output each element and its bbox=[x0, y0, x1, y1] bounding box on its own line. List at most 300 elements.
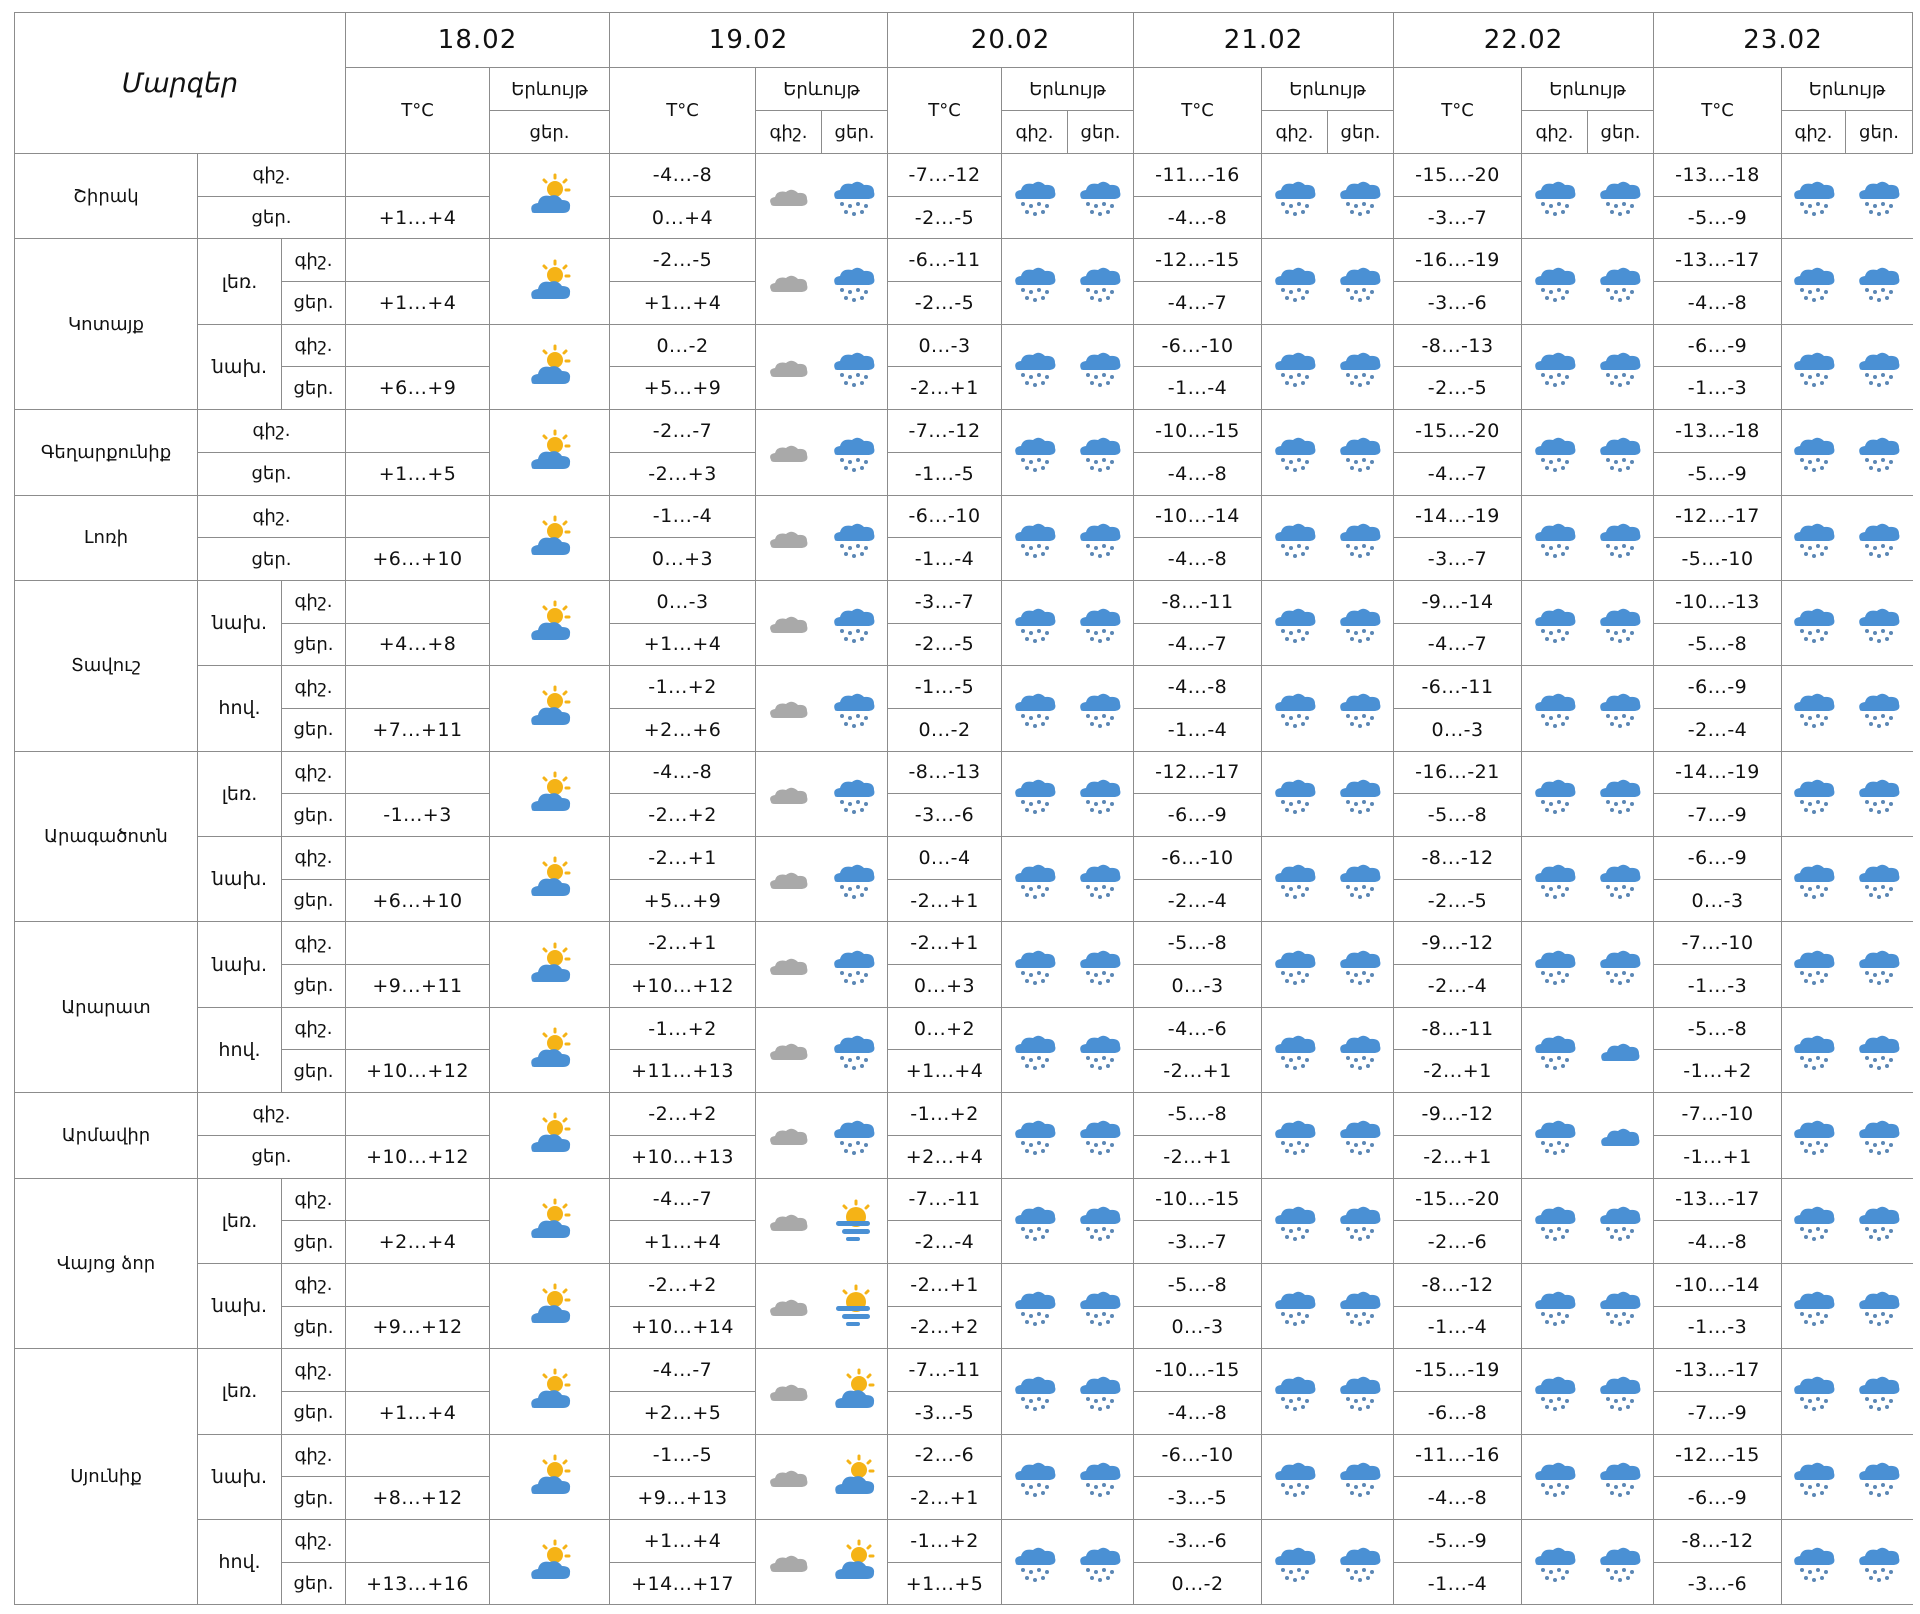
snow-cloud-icon bbox=[1596, 1538, 1644, 1586]
weather-cell bbox=[1262, 154, 1328, 239]
night-temp: -15...-20 bbox=[1394, 410, 1522, 453]
weather-header: Երևույթ bbox=[1002, 68, 1134, 111]
partly-cloudy-icon bbox=[526, 1026, 574, 1074]
cloud-icon bbox=[765, 941, 813, 989]
night-temp: -11...-16 bbox=[1134, 154, 1262, 197]
weather-cell bbox=[822, 154, 888, 239]
snow-cloud-icon bbox=[1531, 684, 1579, 732]
night-temp bbox=[346, 410, 490, 453]
weather-cell bbox=[1328, 580, 1394, 665]
zone-label: հով. bbox=[198, 666, 282, 751]
snow-cloud-icon bbox=[1531, 343, 1579, 391]
snow-cloud-icon bbox=[1336, 684, 1384, 732]
day-label: ցեր. bbox=[282, 708, 346, 751]
day-temp: +10...+12 bbox=[346, 1135, 490, 1178]
weather-cell bbox=[1782, 154, 1846, 239]
night-temp bbox=[346, 1178, 490, 1221]
night-label: գիշ. bbox=[198, 1093, 346, 1136]
weather-cell bbox=[490, 1093, 610, 1178]
snow-cloud-icon bbox=[1336, 258, 1384, 306]
weather-cell bbox=[1068, 922, 1134, 1007]
night-temp: -8...-11 bbox=[1134, 580, 1262, 623]
weather-cell bbox=[1782, 1093, 1846, 1178]
night-temp: -2...+1 bbox=[888, 922, 1002, 965]
temp-header: T°C bbox=[888, 68, 1002, 154]
snow-cloud-icon bbox=[830, 1111, 878, 1159]
night-temp: -15...-20 bbox=[1394, 154, 1522, 197]
night-temp: -16...-21 bbox=[1394, 751, 1522, 794]
snow-cloud-icon bbox=[1596, 1282, 1644, 1330]
weather-cell bbox=[1328, 154, 1394, 239]
day-temp: -2...-4 bbox=[1394, 965, 1522, 1008]
snow-cloud-icon bbox=[1855, 1282, 1903, 1330]
night-temp: -12...-17 bbox=[1654, 495, 1782, 538]
weather-cell bbox=[1588, 922, 1654, 1007]
day-temp: -1...+2 bbox=[1654, 1050, 1782, 1093]
night-temp: -1...-5 bbox=[888, 666, 1002, 709]
day-label: ցեր. bbox=[282, 1477, 346, 1520]
night-temp: -4...-7 bbox=[610, 1349, 756, 1392]
snow-cloud-icon bbox=[1076, 1111, 1124, 1159]
weather-cell bbox=[756, 154, 822, 239]
night-label: գիշ. bbox=[198, 495, 346, 538]
day-label: ցեր. bbox=[282, 367, 346, 410]
weather-cell bbox=[1846, 1178, 1913, 1263]
partly-cloudy-icon bbox=[526, 1367, 574, 1415]
weather-cell bbox=[1522, 1434, 1588, 1519]
day-label: ցեր. bbox=[282, 794, 346, 837]
night-temp: -9...-14 bbox=[1394, 580, 1522, 623]
snow-cloud-icon bbox=[1855, 514, 1903, 562]
night-subheader: գիշ. bbox=[1002, 111, 1068, 154]
weather-cell bbox=[1782, 239, 1846, 324]
snow-cloud-icon bbox=[1596, 941, 1644, 989]
snow-cloud-icon bbox=[1336, 941, 1384, 989]
table-row bbox=[15, 324, 1913, 367]
day-temp: -6...-9 bbox=[1654, 1477, 1782, 1520]
snow-cloud-icon bbox=[1855, 770, 1903, 818]
table-row bbox=[15, 1434, 1913, 1477]
day-temp: +1...+5 bbox=[346, 452, 490, 495]
region-name: Շիրակ bbox=[15, 154, 198, 239]
weather-header: Երևույթ bbox=[1782, 68, 1913, 111]
weather-cell bbox=[1522, 580, 1588, 665]
weather-cell bbox=[1262, 751, 1328, 836]
snow-cloud-icon bbox=[830, 770, 878, 818]
weather-cell bbox=[1588, 1520, 1654, 1605]
snow-cloud-icon bbox=[1076, 428, 1124, 476]
temp-header: T°C bbox=[346, 68, 490, 154]
weather-cell bbox=[822, 922, 888, 1007]
partly-cloudy-icon bbox=[526, 343, 574, 391]
day-temp: -4...-7 bbox=[1134, 282, 1262, 325]
snow-cloud-icon bbox=[1271, 941, 1319, 989]
day-label: ցեր. bbox=[198, 452, 346, 495]
day-label: ցեր. bbox=[282, 879, 346, 922]
snow-cloud-icon bbox=[1855, 343, 1903, 391]
day-temp: -1...-4 bbox=[1134, 367, 1262, 410]
day-subheader: ցեր. bbox=[1588, 111, 1654, 154]
weather-cell bbox=[1846, 1007, 1913, 1092]
temp-header: T°C bbox=[1654, 68, 1782, 154]
weather-cell bbox=[1262, 324, 1328, 409]
weather-cell bbox=[490, 1349, 610, 1434]
day-subheader: ցեր. bbox=[490, 111, 610, 154]
snow-cloud-icon bbox=[1336, 343, 1384, 391]
night-temp: -8...-11 bbox=[1394, 1007, 1522, 1050]
day-temp: -4...-8 bbox=[1134, 538, 1262, 581]
snow-cloud-icon bbox=[1011, 684, 1059, 732]
snow-cloud-icon bbox=[1076, 599, 1124, 647]
weather-cell bbox=[490, 1434, 610, 1519]
partly-cloudy-icon bbox=[526, 428, 574, 476]
region-name: Արարատ bbox=[15, 922, 198, 1093]
night-temp: 0...-2 bbox=[610, 324, 756, 367]
regions-header: Մարզեր bbox=[15, 13, 346, 154]
day-temp: +6...+9 bbox=[346, 367, 490, 410]
night-temp: -6...-9 bbox=[1654, 837, 1782, 880]
weather-cell bbox=[1002, 410, 1068, 495]
day-temp: -2...-5 bbox=[888, 623, 1002, 666]
weather-cell bbox=[1846, 154, 1913, 239]
weather-cell bbox=[1262, 922, 1328, 1007]
cloud-icon bbox=[765, 1111, 813, 1159]
snow-cloud-icon bbox=[1855, 1367, 1903, 1415]
day-temp: -4...-8 bbox=[1394, 1477, 1522, 1520]
day-temp: 0...-3 bbox=[1134, 965, 1262, 1008]
day-temp: -2...+1 bbox=[888, 367, 1002, 410]
weather-cell bbox=[1328, 1007, 1394, 1092]
day-label: ցեր. bbox=[282, 965, 346, 1008]
table-row bbox=[15, 1007, 1913, 1050]
night-temp bbox=[346, 324, 490, 367]
weather-cell bbox=[1846, 495, 1913, 580]
zone-label: հով. bbox=[198, 1007, 282, 1092]
snow-cloud-icon bbox=[1790, 514, 1838, 562]
day-temp: +13...+16 bbox=[346, 1562, 490, 1605]
weather-cell bbox=[756, 1178, 822, 1263]
day-temp: -3...-6 bbox=[888, 794, 1002, 837]
night-temp: -1...+2 bbox=[610, 666, 756, 709]
night-temp: -8...-13 bbox=[888, 751, 1002, 794]
snow-cloud-icon bbox=[830, 599, 878, 647]
snow-cloud-icon bbox=[1596, 770, 1644, 818]
weather-cell bbox=[756, 1434, 822, 1519]
weather-cell bbox=[1262, 1434, 1328, 1519]
weather-cell bbox=[1846, 1520, 1913, 1605]
weather-cell bbox=[1328, 1178, 1394, 1263]
snow-cloud-icon bbox=[1336, 1111, 1384, 1159]
day-temp: -1...-3 bbox=[1654, 965, 1782, 1008]
cloud-icon bbox=[765, 855, 813, 903]
weather-cell bbox=[1068, 1263, 1134, 1348]
weather-cell bbox=[1002, 751, 1068, 836]
weather-cell bbox=[1588, 239, 1654, 324]
snow-cloud-icon bbox=[1336, 1367, 1384, 1415]
day-temp: -7...-9 bbox=[1654, 1391, 1782, 1434]
snow-cloud-icon bbox=[1271, 428, 1319, 476]
cloudy-blue-icon bbox=[1596, 1111, 1644, 1159]
snow-cloud-icon bbox=[1011, 1453, 1059, 1501]
weather-cell bbox=[1522, 239, 1588, 324]
night-temp: -6...-10 bbox=[1134, 837, 1262, 880]
weather-cell bbox=[1328, 1520, 1394, 1605]
snow-cloud-icon bbox=[1011, 1197, 1059, 1245]
night-temp: -7...-10 bbox=[1654, 922, 1782, 965]
weather-cell bbox=[1522, 1093, 1588, 1178]
weather-cell bbox=[1068, 1093, 1134, 1178]
night-temp: -10...-14 bbox=[1134, 495, 1262, 538]
partly-cloudy-icon bbox=[526, 1538, 574, 1586]
night-temp: -16...-19 bbox=[1394, 239, 1522, 282]
weather-cell bbox=[1782, 1178, 1846, 1263]
weather-cell bbox=[490, 410, 610, 495]
cloud-icon bbox=[765, 599, 813, 647]
day-temp: -2...+1 bbox=[1394, 1050, 1522, 1093]
snow-cloud-icon bbox=[1790, 1197, 1838, 1245]
snow-cloud-icon bbox=[1790, 1282, 1838, 1330]
weather-cell bbox=[1588, 495, 1654, 580]
weather-cell bbox=[1068, 495, 1134, 580]
night-temp: -13...-17 bbox=[1654, 1349, 1782, 1392]
day-temp: -3...-7 bbox=[1394, 196, 1522, 239]
weather-header: Երևույթ bbox=[756, 68, 888, 111]
region-name: Արագածոտն bbox=[15, 751, 198, 922]
weather-cell bbox=[1522, 666, 1588, 751]
day-label: ցեր. bbox=[282, 1306, 346, 1349]
weather-cell bbox=[1068, 1007, 1134, 1092]
partly-cloudy-icon bbox=[526, 172, 574, 220]
day-temp: -3...-5 bbox=[1134, 1477, 1262, 1520]
night-temp: 0...-3 bbox=[888, 324, 1002, 367]
day-temp: -4...-8 bbox=[1654, 1221, 1782, 1264]
weather-cell bbox=[822, 1349, 888, 1434]
day-temp: 0...-3 bbox=[1134, 1306, 1262, 1349]
day-temp: -1...-4 bbox=[888, 538, 1002, 581]
weather-cell bbox=[1782, 1349, 1846, 1434]
snow-cloud-icon bbox=[1790, 1367, 1838, 1415]
weather-cell bbox=[1328, 751, 1394, 836]
day-temp: -4...-8 bbox=[1134, 1391, 1262, 1434]
day-temp: -4...-8 bbox=[1134, 452, 1262, 495]
night-label: գիշ. bbox=[282, 1349, 346, 1392]
night-temp bbox=[346, 580, 490, 623]
weather-cell bbox=[1068, 1349, 1134, 1434]
cloud-icon bbox=[765, 428, 813, 476]
snow-cloud-icon bbox=[830, 258, 878, 306]
night-subheader: գիշ. bbox=[1262, 111, 1328, 154]
snow-cloud-icon bbox=[1531, 1538, 1579, 1586]
day-temp: -1...-4 bbox=[1394, 1562, 1522, 1605]
weather-header: Երևույթ bbox=[490, 68, 610, 111]
weather-cell bbox=[1262, 1178, 1328, 1263]
night-temp: 0...+2 bbox=[888, 1007, 1002, 1050]
day-temp: -1...+1 bbox=[1654, 1135, 1782, 1178]
weather-cell bbox=[1328, 1093, 1394, 1178]
day-temp: -1...+3 bbox=[346, 794, 490, 837]
day-label: ցեր. bbox=[198, 1135, 346, 1178]
snow-cloud-icon bbox=[1076, 258, 1124, 306]
weather-cell bbox=[490, 1263, 610, 1348]
partly-cloudy-icon bbox=[526, 1111, 574, 1159]
snow-cloud-icon bbox=[830, 1026, 878, 1074]
weather-cell bbox=[1262, 837, 1328, 922]
night-temp: -1...-4 bbox=[610, 495, 756, 538]
table-row bbox=[15, 495, 1913, 538]
night-temp: -10...-15 bbox=[1134, 1349, 1262, 1392]
day-temp: -7...-9 bbox=[1654, 794, 1782, 837]
day-temp: -6...-8 bbox=[1394, 1391, 1522, 1434]
weather-cell bbox=[490, 1178, 610, 1263]
night-temp: -14...-19 bbox=[1654, 751, 1782, 794]
weather-cell bbox=[822, 239, 888, 324]
date-header: 22.02 bbox=[1394, 13, 1654, 68]
day-temp: -2...+1 bbox=[1134, 1050, 1262, 1093]
snow-cloud-icon bbox=[830, 343, 878, 391]
snow-cloud-icon bbox=[1531, 1197, 1579, 1245]
day-label: ցեր. bbox=[282, 623, 346, 666]
weather-cell bbox=[1846, 580, 1913, 665]
weather-cell bbox=[822, 666, 888, 751]
weather-cell bbox=[490, 922, 610, 1007]
day-label: ցեր. bbox=[282, 1391, 346, 1434]
night-temp: -10...-13 bbox=[1654, 580, 1782, 623]
partly-cloudy-icon bbox=[526, 770, 574, 818]
snow-cloud-icon bbox=[1531, 258, 1579, 306]
day-label: ցեր. bbox=[282, 1050, 346, 1093]
weather-cell bbox=[1002, 495, 1068, 580]
night-temp: -9...-12 bbox=[1394, 1093, 1522, 1136]
snow-cloud-icon bbox=[1596, 514, 1644, 562]
weather-cell bbox=[1782, 666, 1846, 751]
partly-cloudy-icon bbox=[526, 258, 574, 306]
day-temp: +6...+10 bbox=[346, 538, 490, 581]
day-temp: +4...+8 bbox=[346, 623, 490, 666]
snow-cloud-icon bbox=[1596, 258, 1644, 306]
day-temp: 0...+3 bbox=[888, 965, 1002, 1008]
night-temp: -12...-15 bbox=[1654, 1434, 1782, 1477]
day-temp: -2...-6 bbox=[1394, 1221, 1522, 1264]
night-temp: 0...-4 bbox=[888, 837, 1002, 880]
day-temp: -5...-9 bbox=[1654, 452, 1782, 495]
snow-cloud-icon bbox=[1076, 1197, 1124, 1245]
day-temp: +1...+4 bbox=[888, 1050, 1002, 1093]
weather-header: Երևույթ bbox=[1262, 68, 1394, 111]
region-name: Լոռի bbox=[15, 495, 198, 580]
weather-cell bbox=[1782, 751, 1846, 836]
weather-cell bbox=[1068, 751, 1134, 836]
day-subheader: ցեր. bbox=[1846, 111, 1913, 154]
weather-cell bbox=[1588, 410, 1654, 495]
night-label: գիշ. bbox=[282, 1263, 346, 1306]
snow-cloud-icon bbox=[1076, 1282, 1124, 1330]
day-temp: 0...-2 bbox=[1134, 1562, 1262, 1605]
night-temp: -13...-18 bbox=[1654, 410, 1782, 453]
weather-cell bbox=[1068, 239, 1134, 324]
partly-cloudy-icon bbox=[830, 1453, 878, 1501]
zone-label: նախ. bbox=[198, 1263, 282, 1348]
day-temp: +9...+13 bbox=[610, 1477, 756, 1520]
snow-cloud-icon bbox=[1596, 855, 1644, 903]
night-temp: -10...-15 bbox=[1134, 410, 1262, 453]
day-temp: -5...-9 bbox=[1654, 196, 1782, 239]
day-temp: -3...-6 bbox=[1394, 282, 1522, 325]
day-label: ցեր. bbox=[282, 1221, 346, 1264]
cloud-icon bbox=[765, 172, 813, 220]
snow-cloud-icon bbox=[1531, 1111, 1579, 1159]
snow-cloud-icon bbox=[1271, 1111, 1319, 1159]
snow-cloud-icon bbox=[1596, 1453, 1644, 1501]
snow-cloud-icon bbox=[1531, 172, 1579, 220]
weather-cell bbox=[1328, 1263, 1394, 1348]
table-row bbox=[15, 1263, 1913, 1306]
weather-cell bbox=[1588, 1349, 1654, 1434]
weather-cell bbox=[1588, 666, 1654, 751]
day-temp: -4...-8 bbox=[1654, 282, 1782, 325]
snow-cloud-icon bbox=[830, 941, 878, 989]
snow-cloud-icon bbox=[1011, 770, 1059, 818]
night-temp: +1...+4 bbox=[610, 1520, 756, 1563]
day-temp: 0...-3 bbox=[1394, 708, 1522, 751]
partly-cloudy-icon bbox=[526, 684, 574, 732]
snow-cloud-icon bbox=[1011, 599, 1059, 647]
weather-cell bbox=[1002, 837, 1068, 922]
day-temp: +14...+17 bbox=[610, 1562, 756, 1605]
snow-cloud-icon bbox=[830, 684, 878, 732]
day-temp: -2...-5 bbox=[888, 282, 1002, 325]
weather-cell bbox=[1262, 1520, 1328, 1605]
snow-cloud-icon bbox=[1011, 1538, 1059, 1586]
snow-cloud-icon bbox=[1271, 1282, 1319, 1330]
night-temp: -12...-15 bbox=[1134, 239, 1262, 282]
day-temp: -4...-7 bbox=[1394, 452, 1522, 495]
night-temp bbox=[346, 154, 490, 197]
zone-label: նախ. bbox=[198, 324, 282, 409]
day-temp: +1...+4 bbox=[346, 196, 490, 239]
snow-cloud-icon bbox=[1271, 1026, 1319, 1074]
weather-cell bbox=[1522, 410, 1588, 495]
cloud-icon bbox=[765, 514, 813, 562]
weather-cell bbox=[1002, 1520, 1068, 1605]
weather-cell bbox=[1522, 154, 1588, 239]
day-temp: -3...-7 bbox=[1394, 538, 1522, 581]
weather-cell bbox=[1002, 324, 1068, 409]
weather-cell bbox=[1068, 324, 1134, 409]
night-temp: -8...-12 bbox=[1394, 1263, 1522, 1306]
date-header: 20.02 bbox=[888, 13, 1134, 68]
snow-cloud-icon bbox=[1271, 343, 1319, 391]
weather-cell bbox=[1588, 324, 1654, 409]
weather-cell bbox=[1068, 580, 1134, 665]
weather-cell bbox=[822, 1007, 888, 1092]
weather-cell bbox=[1068, 410, 1134, 495]
weather-cell bbox=[1328, 410, 1394, 495]
snow-cloud-icon bbox=[1336, 1282, 1384, 1330]
night-temp: -7...-11 bbox=[888, 1178, 1002, 1221]
day-temp: +2...+6 bbox=[610, 708, 756, 751]
snow-cloud-icon bbox=[1790, 770, 1838, 818]
day-temp: 0...-2 bbox=[888, 708, 1002, 751]
weather-cell bbox=[822, 495, 888, 580]
weather-cell bbox=[756, 580, 822, 665]
night-temp: -6...-11 bbox=[888, 239, 1002, 282]
night-temp: -5...-8 bbox=[1134, 922, 1262, 965]
region-name: Կոտայք bbox=[15, 239, 198, 410]
day-temp: -2...-5 bbox=[888, 196, 1002, 239]
night-temp: -2...-7 bbox=[610, 410, 756, 453]
night-label: գիշ. bbox=[282, 837, 346, 880]
weather-cell bbox=[1846, 324, 1913, 409]
